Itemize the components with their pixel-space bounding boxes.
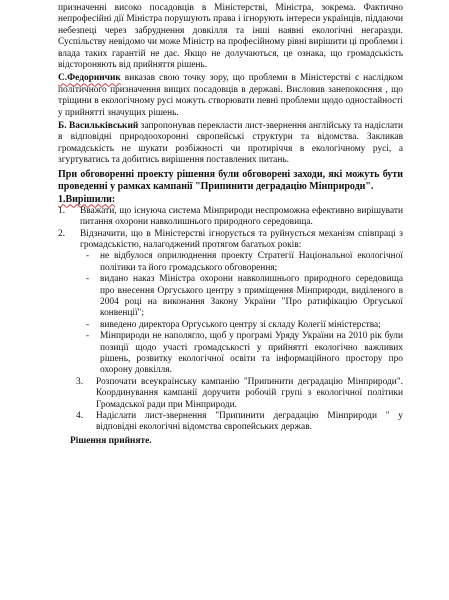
fedorchyk-text: виказав свою точку зору, що проблеми в Міністерстві є наслідком політичного призначення вищих посадовців в державі. Висловив занепокоєння , що тріщини в екологічному русі можуть створювати певні проблеми щодо одностайності у прийнятті значущих рішень. bbox=[58, 73, 403, 118]
intro-paragraph bbox=[58, 3, 403, 71]
decision-item-2-number: 2. bbox=[58, 228, 66, 239]
discussion-heading bbox=[58, 169, 403, 193]
list-item: - не відбулося оприлюднення проекту Стратегії Національної екологічної політики та його громадського обговорення; bbox=[100, 251, 403, 274]
list-item: - виведено директора Оргуського центру зі складу Колегії міністерства; bbox=[100, 320, 403, 331]
decision-item-1-number: 1. bbox=[58, 205, 66, 216]
decision-item-4-number: 4. bbox=[76, 411, 84, 421]
vasylkivskyi-text: запропонував перекласти лист-звернення англійську та надіслати в відповідні природоохоронні європейські структури та відомства. Закликав громадськість не шукати розбіжності чи протиріччя в екологічному русі, а згуртуватись та добитись вирішення поставлених питань. bbox=[58, 121, 403, 166]
decision-item-4 bbox=[58, 411, 403, 434]
decided-text: 1.Вирішили: bbox=[58, 193, 116, 205]
vasylkivskyi-paragraph bbox=[58, 121, 403, 167]
decision-item-2-text: Відзначити, що в Міністерстві ігнорується та руйнується механізм співпраці з громадськістю, налагоджений протягом багатьох років: bbox=[80, 228, 403, 250]
fedorchyk-name: С.Федоринчик bbox=[58, 73, 121, 84]
fedorchyk-paragraph bbox=[58, 73, 403, 119]
decision-item-2 bbox=[58, 229, 403, 252]
decision-adopted bbox=[70, 436, 403, 447]
decision-item-3-number: 3. bbox=[76, 376, 84, 387]
decision-item-4-text: Надіслати лист-звернення "Припинити деградацію Мінприроди " у відповідні екологічні відомства європейських держав. bbox=[96, 411, 403, 433]
intro-text: призначенні високо посадовців в Міністерстві, Міністра, зокрема. Фактично непрофесійні дії Міністра порушують права і ігнорують інтереси українців, піддаючи небезпеці через забруднення довкілля та інші наявні екологічні негаразди. Суспільству невідомо чи може Міністр на професійному рівні вирішити ці проблеми і влада таких гарантій не дає. Якщо не долучаються, це ознака, що громадськість відстороняють від прийняття рішень. bbox=[58, 3, 403, 71]
decided-label bbox=[58, 194, 403, 206]
decision-adopted-text: Рішення прийняте. bbox=[70, 435, 152, 446]
discussion-text: При обговоренні проекту рішення були обговорені заходи, які можуть бути проведенні у рамках кампанії "Припинити деградацію Мінприроди". bbox=[58, 168, 403, 192]
list-item: - видано наказ Міністра охорони навколишнього природного середовища про внесення Оргуського центру з приміщення Мінприроди, виділеного в 2004 році на виконання Закону України "Про ратифікацію Оргуської конвенції"; bbox=[100, 274, 403, 320]
violations-list bbox=[58, 251, 403, 376]
decision-item-1 bbox=[58, 206, 403, 229]
list-item: - Мінприроди не наполягло, щоб у програмі Уряду України на 2010 рік були позиції щодо участі громадськості у прийнятті екологічно важливих рішень, розвитку екологічної освіти та інформаційного простору про охорону довкілля. bbox=[100, 331, 403, 377]
decision-item-3-text: Розпочати всеукраїнську кампанію "Припинити деградацію Мінприроди". Координування кампанії доручити робочій групі з екологічної політики Громадської ради при Мінприроди. bbox=[96, 376, 403, 410]
decision-item-1-text: Вважати, що існуюча система Мінприроди неспроможна ефективно вирішувати питання охорони навколишнього природного середовища. bbox=[80, 205, 403, 228]
vasylkivskyi-name: Б. Васильківський bbox=[58, 121, 139, 132]
decision-item-3 bbox=[58, 377, 403, 411]
